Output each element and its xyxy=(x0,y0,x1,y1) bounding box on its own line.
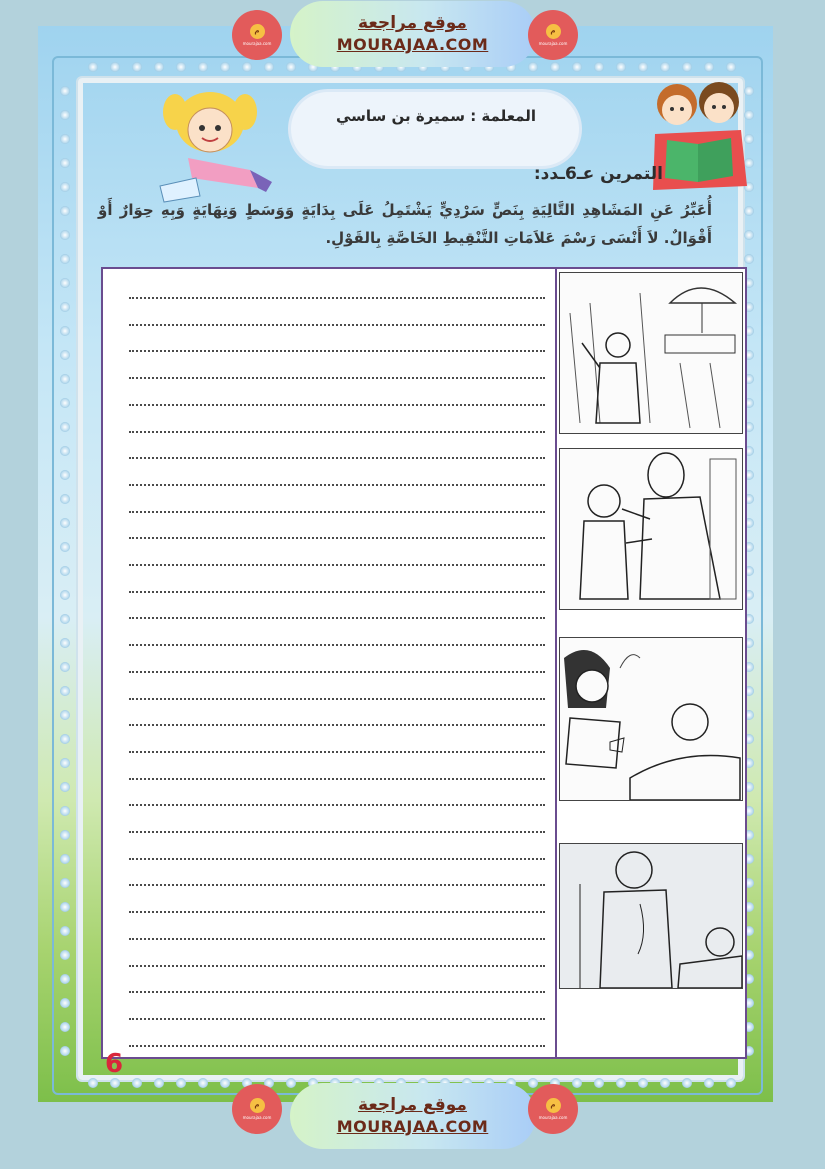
border-dot xyxy=(60,806,70,816)
border-dot xyxy=(60,614,70,624)
border-dot xyxy=(60,182,70,192)
border-dot xyxy=(616,1078,626,1088)
writing-line xyxy=(129,991,545,993)
border-dot xyxy=(726,62,736,72)
border-dot xyxy=(60,686,70,696)
border-dot xyxy=(60,494,70,504)
writing-line xyxy=(129,350,545,352)
border-dot xyxy=(60,158,70,168)
page-number: 6 xyxy=(105,1049,124,1079)
writing-line xyxy=(129,965,545,967)
writing-line xyxy=(129,537,545,539)
writing-line xyxy=(129,431,545,433)
border-dot xyxy=(198,1078,208,1088)
border-dot xyxy=(60,206,70,216)
site-name-arabic[interactable]: موقع مراجعة xyxy=(358,1095,467,1115)
site-name-arabic[interactable]: موقع مراجعة xyxy=(358,13,467,33)
border-dot xyxy=(198,62,208,72)
border-dot xyxy=(60,254,70,264)
border-dot xyxy=(704,62,714,72)
writing-line xyxy=(129,751,545,753)
writing-line xyxy=(129,644,545,646)
writing-line xyxy=(129,511,545,513)
writing-line xyxy=(129,884,545,886)
border-dot xyxy=(726,1078,736,1088)
border-dot xyxy=(60,710,70,720)
teacher-cloud xyxy=(291,92,579,166)
writing-line xyxy=(129,698,545,700)
border-dot xyxy=(682,1078,692,1088)
border-dot xyxy=(60,902,70,912)
border-dot xyxy=(286,1078,296,1088)
writing-line xyxy=(129,484,545,486)
border-dot xyxy=(220,62,230,72)
writing-line xyxy=(129,324,545,326)
border-dot xyxy=(132,62,142,72)
writing-line xyxy=(129,591,545,593)
border-dot xyxy=(60,782,70,792)
writing-line xyxy=(129,404,545,406)
border-dot xyxy=(594,1078,604,1088)
border-dot xyxy=(60,278,70,288)
border-dot xyxy=(744,230,754,240)
writing-line xyxy=(129,938,545,940)
border-dot xyxy=(704,1078,714,1088)
border-dot xyxy=(60,974,70,984)
site-banner-bottom[interactable] xyxy=(290,1083,536,1149)
writing-line xyxy=(129,858,545,860)
border-dot xyxy=(528,1078,538,1088)
logo-badge-left-bottom: ﻡ mourajaa.com xyxy=(232,1084,282,1134)
border-dot xyxy=(60,998,70,1008)
writing-line xyxy=(129,778,545,780)
scene-doctor-visit-icon xyxy=(559,843,743,989)
border-dot xyxy=(594,62,604,72)
site-banner-top[interactable] xyxy=(290,1,536,67)
border-dot xyxy=(572,1078,582,1088)
writing-line xyxy=(129,297,545,299)
border-dot xyxy=(88,62,98,72)
border-dot xyxy=(88,1078,98,1088)
border-dot xyxy=(60,590,70,600)
border-dot xyxy=(60,734,70,744)
writing-line xyxy=(129,377,545,379)
border-dot xyxy=(60,374,70,384)
border-dot xyxy=(572,62,582,72)
reading-girl-icon xyxy=(140,78,276,206)
logo-badge-left-top: ﻡ mourajaa.com xyxy=(232,10,282,60)
border-dot xyxy=(744,254,754,264)
writing-line xyxy=(129,804,545,806)
border-dot xyxy=(110,1078,120,1088)
writing-line xyxy=(129,617,545,619)
border-dot xyxy=(242,62,252,72)
border-dot xyxy=(60,518,70,528)
border-dot xyxy=(60,134,70,144)
exercise-instruction: أُعَبِّرُ عَنِ المَشَاهِدِ التَّالِيَةِ بِنَصٍّ سَرْدِيٍّ يَشْتَمِلُ عَلَى بِدَايَةٍ وَوَسَطٍ وَنِهَايَةٍ وَبِهِ حِوَارٌ أَوْ أَقْوَالٌ. لاَ أَنْسَى رَسْمَ عَلاَمَاتِ التَّنْقِيطِ الخَاصَّةِ بِالقَوْلِ. xyxy=(98,201,712,247)
writing-line xyxy=(129,1045,545,1047)
border-dot xyxy=(550,62,560,72)
writing-line xyxy=(129,671,545,673)
writing-line xyxy=(129,724,545,726)
border-dot xyxy=(60,1046,70,1056)
border-dot xyxy=(60,326,70,336)
border-dot xyxy=(264,62,274,72)
border-dot xyxy=(60,830,70,840)
border-dot xyxy=(220,1078,230,1088)
border-dot xyxy=(176,62,186,72)
border-dot xyxy=(660,1078,670,1088)
border-dot xyxy=(60,542,70,552)
border-dot xyxy=(638,62,648,72)
border-dot xyxy=(60,422,70,432)
logo-badge-right-bottom: ﻡ mourajaa.com xyxy=(528,1084,578,1134)
border-dot xyxy=(60,758,70,768)
border-dot xyxy=(60,1022,70,1032)
border-dot xyxy=(60,566,70,576)
border-dot xyxy=(132,1078,142,1088)
border-dot xyxy=(154,1078,164,1088)
border-dot xyxy=(60,950,70,960)
border-dot xyxy=(60,110,70,120)
writing-line xyxy=(129,911,545,913)
border-dot xyxy=(616,62,626,72)
site-name-latin[interactable]: MOURAJAA.COM xyxy=(336,35,489,54)
teacher-name: المعلمة : سميرة بن ساسي xyxy=(335,107,537,125)
writing-box xyxy=(101,267,747,1059)
border-dot xyxy=(638,1078,648,1088)
writing-line xyxy=(129,564,545,566)
border-dot xyxy=(60,350,70,360)
border-dot xyxy=(60,854,70,864)
border-dot xyxy=(60,446,70,456)
scene-mother-brings-drink-icon xyxy=(559,637,743,801)
border-dot xyxy=(60,470,70,480)
writing-line xyxy=(129,1018,545,1020)
writing-line xyxy=(129,831,545,833)
writing-line xyxy=(129,457,545,459)
border-dot xyxy=(60,638,70,648)
border-dot xyxy=(528,62,538,72)
scene-rain-boy-icon xyxy=(559,272,743,434)
exercise-title: التمرين عـ6ـدد: xyxy=(533,164,663,184)
border-dot xyxy=(60,86,70,96)
border-dot xyxy=(660,62,670,72)
border-dot xyxy=(60,230,70,240)
border-dot xyxy=(60,398,70,408)
scene-mother-checks-boy-icon xyxy=(559,448,743,610)
border-dot xyxy=(154,62,164,72)
logo-badge-right-top: ﻡ mourajaa.com xyxy=(528,10,578,60)
writing-area[interactable] xyxy=(103,269,557,1057)
border-dot xyxy=(60,878,70,888)
border-dot xyxy=(60,926,70,936)
border-dot xyxy=(60,662,70,672)
border-dot xyxy=(60,302,70,312)
border-dot xyxy=(682,62,692,72)
border-dot xyxy=(176,1078,186,1088)
border-dot xyxy=(286,62,296,72)
border-dot xyxy=(110,62,120,72)
site-name-latin[interactable]: MOURAJAA.COM xyxy=(336,1117,489,1136)
worksheet-page xyxy=(38,26,773,1102)
border-dot xyxy=(744,206,754,216)
